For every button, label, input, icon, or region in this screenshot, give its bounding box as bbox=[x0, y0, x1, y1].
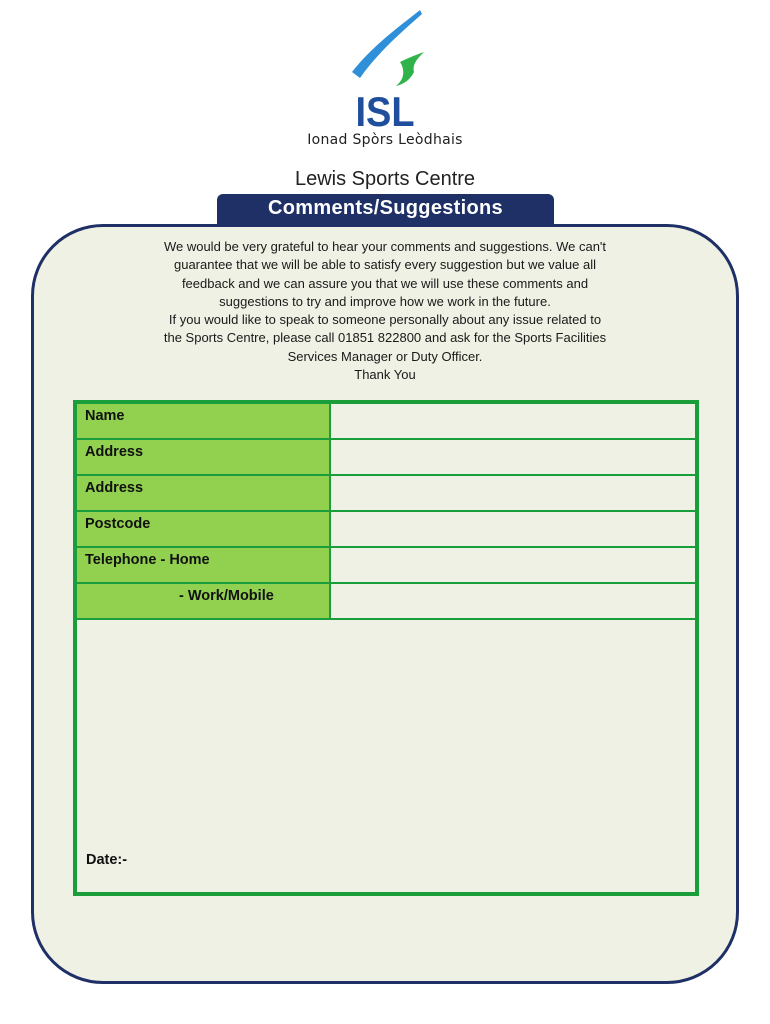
address-field-2[interactable] bbox=[331, 476, 695, 510]
intro-line: the Sports Centre, please call 01851 822800 and ask for the Sports Facilities bbox=[163, 330, 607, 346]
address-field-1[interactable] bbox=[331, 440, 695, 474]
logo-subtitle: Ionad Spòrs Leòdhais bbox=[307, 132, 463, 148]
address-label: Address bbox=[77, 476, 331, 510]
swoosh-icon bbox=[348, 8, 428, 88]
form-row-address-2 bbox=[77, 476, 695, 512]
form-row-telephone-home bbox=[77, 548, 695, 584]
telephone-work-field[interactable] bbox=[331, 584, 695, 618]
address-label: Address bbox=[77, 440, 331, 474]
postcode-label: Postcode bbox=[77, 512, 331, 546]
telephone-work-label: - Work/Mobile bbox=[77, 584, 331, 618]
intro-line: We would be very grateful to hear your comments and suggestions. We can't bbox=[163, 239, 607, 254]
intro-line: Thank You bbox=[354, 367, 416, 383]
intro-text bbox=[110, 238, 660, 384]
intro-line: suggestions to try and improve how we work in the future. bbox=[219, 293, 551, 309]
form-row-name bbox=[77, 404, 695, 440]
name-label: Name bbox=[77, 404, 331, 438]
centre-name: Lewis Sports Centre bbox=[294, 168, 476, 190]
logo-text: ISL bbox=[355, 89, 415, 137]
date-label: Date:- bbox=[86, 852, 128, 868]
form-row-telephone-work bbox=[77, 584, 695, 620]
form-row-address-1 bbox=[77, 440, 695, 476]
intro-line: feedback and we can assure you that we will use these comments and bbox=[181, 275, 589, 291]
form-row-postcode bbox=[77, 512, 695, 548]
form-title: Comments/Suggestions bbox=[217, 194, 554, 225]
name-field[interactable] bbox=[331, 404, 695, 438]
contact-form bbox=[73, 400, 699, 896]
comments-area[interactable] bbox=[77, 620, 695, 892]
intro-line: If you would like to speak to someone personally about any issue related to bbox=[168, 312, 602, 328]
telephone-home-field[interactable] bbox=[331, 548, 695, 582]
isl-logo bbox=[280, 8, 490, 148]
telephone-home-label: Telephone - Home bbox=[77, 548, 331, 582]
postcode-field[interactable] bbox=[331, 512, 695, 546]
intro-line: Services Manager or Duty Officer. bbox=[287, 348, 483, 364]
intro-line: guarantee that we will be able to satisfy every suggestion but we value all bbox=[173, 257, 597, 273]
